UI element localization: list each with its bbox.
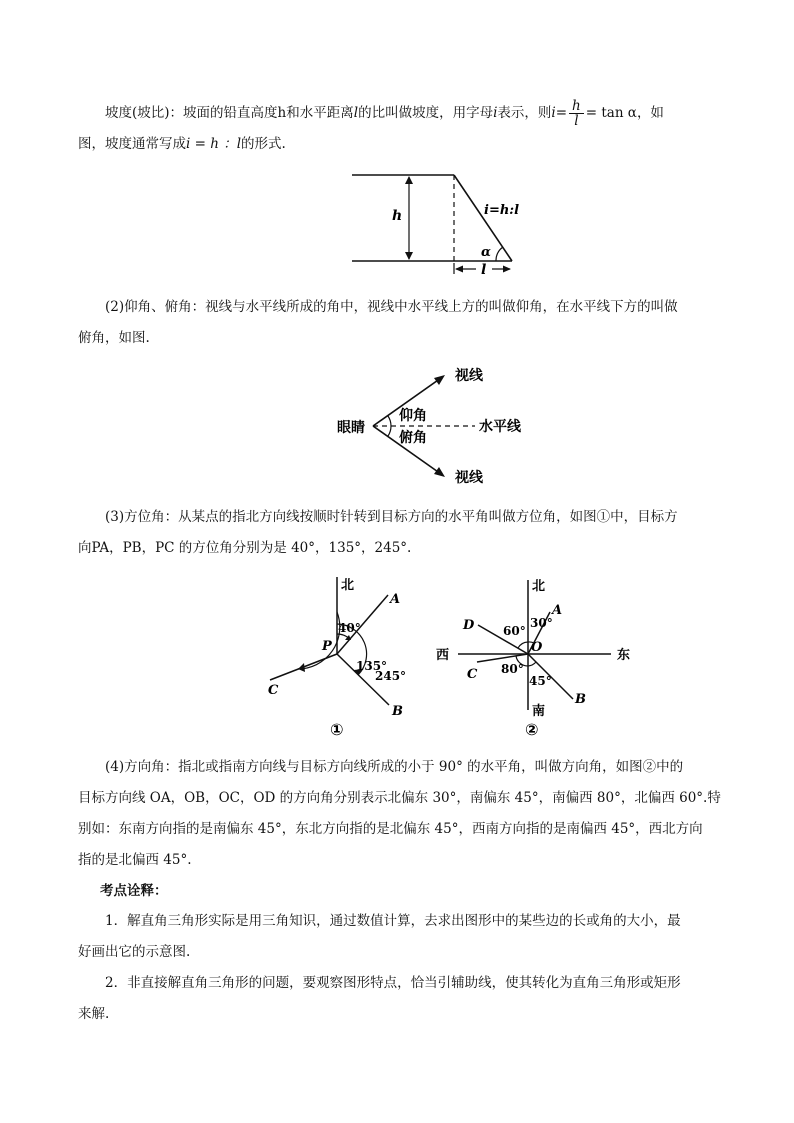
- label-o: O: [531, 640, 543, 655]
- angle-45: 45°: [529, 674, 552, 688]
- h-arrowhead-down: [405, 252, 413, 260]
- note-1-line-2: 好画出它的示意图.: [78, 944, 191, 960]
- horizontal-label: 水平线: [479, 419, 521, 435]
- label-c: C: [268, 683, 279, 698]
- angle-40: 40°: [338, 621, 361, 635]
- angle-30: 30°: [530, 616, 553, 630]
- north-label: 北: [532, 579, 546, 594]
- eye-label: 眼睛: [337, 420, 365, 436]
- label-b: B: [575, 692, 586, 707]
- l-arrowhead-right: [503, 266, 511, 273]
- arc-60: [518, 642, 528, 648]
- direction-line-3: 别如：东南方向指的是南偏东 45°，东北方向指的是北偏东 45°，西南方向指的是南偏西 45°，西北方向: [78, 821, 703, 837]
- elevation-arc: [388, 416, 391, 426]
- direction-figure: [433, 572, 643, 742]
- direction-paragraph: [78, 752, 722, 876]
- sight-down-arrowhead: [434, 467, 445, 477]
- h-label: h: [392, 208, 403, 224]
- bearing-figure: [262, 572, 412, 742]
- sight-up-arrowhead: [434, 375, 445, 385]
- caption-1: ①: [330, 720, 344, 739]
- label-c: C: [467, 667, 478, 682]
- north-label: 北: [341, 578, 355, 593]
- slope-line-1: 坡度(坡比)：坡面的铅直高度h和水平距离l的比叫做坡度，用字母i表示，则i= $\frac{h}{l}$ = tan α，如: [105, 98, 664, 129]
- south-label: 南: [532, 704, 546, 719]
- slope-figure: [350, 170, 520, 280]
- caption-2: ②: [525, 720, 539, 739]
- note-2-line-2: 来解.: [78, 1006, 110, 1022]
- depression-arc: [388, 426, 391, 436]
- notes-paragraph: [78, 906, 722, 1030]
- elevation-paragraph: [78, 292, 722, 354]
- notes-heading: 考点诠释：: [100, 883, 168, 899]
- elevation-line-1: (2)仰角、俯角：视线与水平线所成的角中，视线中水平线上方的叫做仰角，在水平线下方的叫做: [105, 299, 678, 315]
- label-a: A: [552, 603, 563, 618]
- arc-245-arrowhead: [298, 663, 305, 672]
- elevation-figure: [335, 360, 545, 490]
- arc-45: [528, 662, 536, 666]
- bearing-paragraph: [78, 502, 722, 564]
- sight-up-label: 视线: [455, 368, 483, 384]
- l-arrowhead-left: [455, 266, 463, 273]
- angle-80: 80°: [501, 662, 524, 676]
- label-p: P: [322, 639, 332, 654]
- direction-line-4: 指的是北偏西 45°.: [78, 852, 192, 868]
- label-a: A: [390, 592, 401, 607]
- angle-245: 245°: [375, 669, 407, 683]
- east-label: 东: [617, 648, 631, 663]
- label-b: B: [392, 704, 403, 719]
- note-1-line-1: 1．解直角三角形实际是用三角知识，通过数值计算，去求出图形中的某些边的长或角的大小，最: [105, 913, 681, 929]
- note-2-line-1: 2．非直接解直角三角形的问题，要观察图形特点，恰当引辅助线，使其转化为直角三角形或矩形: [105, 975, 681, 991]
- elevation-label: 仰角: [399, 408, 427, 424]
- direction-line-1: (4)方向角：指北或指南方向线与目标方向线所成的小于 90° 的水平角，叫做方向角，如图②中的: [105, 759, 684, 775]
- angle-60: 60°: [503, 624, 526, 638]
- ratio-label: i=h:l: [484, 203, 520, 218]
- sight-down-label: 视线: [455, 470, 483, 486]
- h-arrowhead-up: [405, 176, 413, 184]
- l-label: l: [481, 262, 487, 278]
- slope-paragraph: [78, 98, 722, 160]
- angle-135: 135°: [356, 659, 388, 673]
- label-d: D: [463, 618, 475, 633]
- direction-line-2: 目标方向线 OA，OB，OC，OD 的方向角分别表示北偏东 30°，南偏东 45°，南偏西 80°，北偏西 60°.特: [78, 790, 721, 806]
- slope-fraction: $\frac{h}{l}$: [569, 99, 584, 128]
- elevation-line-2: 俯角，如图.: [78, 330, 150, 346]
- alpha-label: α: [481, 245, 492, 260]
- bearing-line-2: 向PA，PB，PC 的方位角分别为是 40°，135°，245°.: [78, 540, 412, 556]
- alpha-arc: [496, 247, 503, 261]
- slope-line-2: 图，坡度通常写成i = h ：l的形式.: [78, 136, 286, 152]
- west-label: 西: [436, 648, 450, 663]
- depression-label: 俯角: [399, 430, 427, 446]
- bearing-line-1: (3)方位角：从某点的指北方向线按顺时针转到目标方向的水平角叫做方位角，如图①中，目标方: [105, 509, 678, 525]
- ray-oc: [477, 654, 528, 662]
